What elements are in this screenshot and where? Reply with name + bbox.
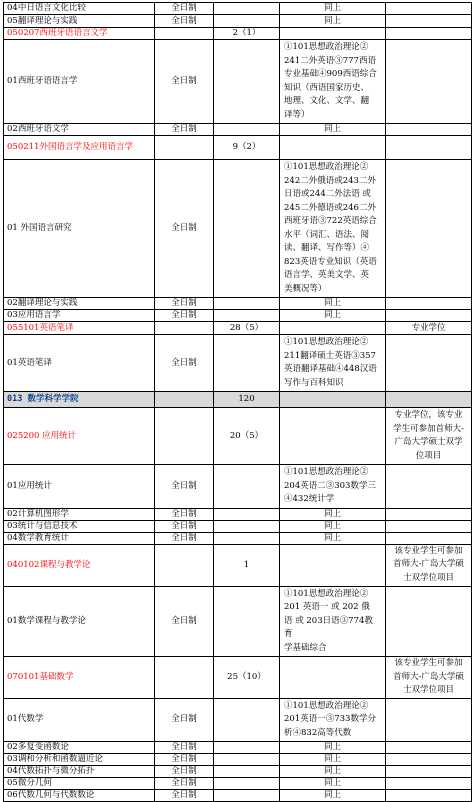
study-mode-cell: 全日制 bbox=[155, 298, 214, 310]
enrollment-count-cell bbox=[214, 586, 280, 657]
program-name-cell: 01西班牙语语言学 bbox=[4, 40, 155, 124]
enrollment-count-cell: 28（5） bbox=[214, 322, 280, 335]
study-mode-cell: 全日制 bbox=[155, 508, 214, 520]
study-mode-cell: 全日制 bbox=[155, 742, 214, 754]
study-mode-cell: 全日制 bbox=[155, 335, 214, 392]
study-mode-cell: 全日制 bbox=[155, 465, 214, 509]
table-row bbox=[4, 742, 472, 754]
program-name-cell: 01英语笔译 bbox=[4, 335, 155, 392]
remarks-cell: 专业学位，该专业 学生可参加首师大- 广岛大学硕士双学 位项目 bbox=[386, 408, 472, 465]
study-mode-cell: 全日制 bbox=[155, 40, 214, 124]
exam-subjects-cell: 同上 bbox=[280, 520, 386, 532]
remarks-cell bbox=[386, 124, 472, 136]
program-name-cell: 02计算机图形学 bbox=[4, 508, 155, 520]
enrollment-count-cell bbox=[214, 520, 280, 532]
exam-subjects-cell: 同上 bbox=[280, 298, 386, 310]
enrollment-count-cell: 9（2） bbox=[214, 136, 280, 160]
remarks-cell bbox=[386, 465, 472, 509]
remarks-cell bbox=[386, 698, 472, 742]
remarks-cell bbox=[386, 742, 472, 754]
remarks-cell bbox=[386, 508, 472, 520]
program-name-cell: 03调和分析和函数逼近论 bbox=[4, 754, 155, 766]
exam-subjects-cell bbox=[280, 544, 386, 586]
enrollment-count-cell: 1 bbox=[214, 544, 280, 586]
major-row bbox=[4, 657, 472, 699]
study-mode-cell: 全日制 bbox=[155, 3, 214, 15]
table-row bbox=[4, 586, 472, 657]
enrollment-count-cell bbox=[214, 3, 280, 15]
table-row bbox=[4, 520, 472, 532]
remarks-cell bbox=[386, 335, 472, 392]
enrollment-count-cell bbox=[214, 160, 280, 298]
enrollment-count-cell bbox=[214, 124, 280, 136]
enrollment-count-cell: 2（1） bbox=[214, 28, 280, 40]
remarks-cell bbox=[386, 298, 472, 310]
enrollment-count-cell bbox=[214, 698, 280, 742]
exam-subjects-cell: 同上 bbox=[280, 778, 386, 790]
major-row bbox=[4, 322, 472, 335]
remarks-cell bbox=[386, 160, 472, 298]
program-name-cell: 01 外国语言研究 bbox=[4, 160, 155, 298]
exam-subjects-cell: ①101思想政治理论② 242二外俄语或243二外 日语或244二外法语 或 245二外德语或246二外 西班牙语③722英语综合 水平（词汇、语法、阅 读、翻译、写作等）④ 823英语专业知识（英语 语言学、英美文学、英 美概况等） bbox=[280, 160, 386, 298]
program-name-cell: 03应用语言学 bbox=[4, 310, 155, 322]
remarks-cell bbox=[386, 3, 472, 15]
table-row bbox=[4, 40, 472, 124]
major-row bbox=[4, 544, 472, 586]
study-mode-cell: 全日制 bbox=[155, 532, 214, 544]
enrollment-count-cell: 20（5） bbox=[214, 408, 280, 465]
study-mode-cell bbox=[155, 322, 214, 335]
major-row bbox=[4, 136, 472, 160]
enrollment-count-cell bbox=[214, 15, 280, 28]
program-name-cell: 050211外国语言学及应用语言学 bbox=[4, 136, 155, 160]
exam-subjects-cell bbox=[280, 322, 386, 335]
program-name-cell: 02西班牙语文学 bbox=[4, 124, 155, 136]
exam-subjects-cell bbox=[280, 28, 386, 40]
study-mode-cell bbox=[155, 392, 214, 408]
exam-subjects-cell bbox=[280, 392, 386, 408]
study-mode-cell: 全日制 bbox=[155, 160, 214, 298]
enrollment-count-cell bbox=[214, 298, 280, 310]
exam-subjects-cell: 同上 bbox=[280, 508, 386, 520]
enrollment-count-cell bbox=[214, 778, 280, 790]
study-mode-cell: 全日制 bbox=[155, 790, 214, 802]
exam-subjects-cell bbox=[280, 136, 386, 160]
table-row bbox=[4, 532, 472, 544]
program-name-cell: 04中日语言文化比较 bbox=[4, 3, 155, 15]
table-row bbox=[4, 160, 472, 298]
enrollment-count-cell bbox=[214, 790, 280, 802]
remarks-cell bbox=[386, 15, 472, 28]
program-name-cell: 013 数学科学学院 bbox=[4, 392, 155, 408]
enrollment-count-cell bbox=[214, 465, 280, 509]
study-mode-cell: 全日制 bbox=[155, 124, 214, 136]
exam-subjects-cell: 同上 bbox=[280, 766, 386, 778]
college-row bbox=[4, 392, 472, 408]
table-row bbox=[4, 15, 472, 28]
exam-subjects-cell bbox=[280, 408, 386, 465]
study-mode-cell bbox=[155, 136, 214, 160]
exam-subjects-cell: ①101思想政治理论② 204英语二③303数学三 ④432统计学 bbox=[280, 465, 386, 509]
program-name-cell: 02翻译理论与实践 bbox=[4, 298, 155, 310]
exam-subjects-cell bbox=[280, 657, 386, 699]
study-mode-cell: 全日制 bbox=[155, 698, 214, 742]
program-name-cell: 04数学教育统计 bbox=[4, 532, 155, 544]
exam-subjects-cell: 同上 bbox=[280, 754, 386, 766]
remarks-cell bbox=[386, 28, 472, 40]
enrollment-count-cell bbox=[214, 742, 280, 754]
remarks-cell bbox=[386, 754, 472, 766]
exam-subjects-cell: 同上 bbox=[280, 742, 386, 754]
program-name-cell: 055101英语笔译 bbox=[4, 322, 155, 335]
remarks-cell bbox=[386, 790, 472, 802]
program-name-cell: 070101基础数学 bbox=[4, 657, 155, 699]
study-mode-cell: 全日制 bbox=[155, 15, 214, 28]
exam-subjects-cell: ①101思想政治理论② 241二外英语③777西语 专业基础④909西语综合 知识（西语国家历史、 地理、文化、文学、翻 译等） bbox=[280, 40, 386, 124]
enrollment-count-cell: 120 bbox=[214, 392, 280, 408]
table-row bbox=[4, 790, 472, 802]
table-row bbox=[4, 766, 472, 778]
remarks-cell: 专业学位 bbox=[386, 322, 472, 335]
table-row bbox=[4, 124, 472, 136]
enrollment-count-cell bbox=[214, 335, 280, 392]
enrollment-count-cell bbox=[214, 40, 280, 124]
table-row bbox=[4, 465, 472, 509]
remarks-cell bbox=[386, 136, 472, 160]
table-row bbox=[4, 310, 472, 322]
exam-subjects-cell: ①101思想政治理论② 211翻译硕士英语③357 英语翻译基础④448汉语 写作与百科知识 bbox=[280, 335, 386, 392]
exam-subjects-cell: 同上 bbox=[280, 15, 386, 28]
table-row bbox=[4, 335, 472, 392]
table-row bbox=[4, 508, 472, 520]
study-mode-cell bbox=[155, 408, 214, 465]
program-name-cell: 025200 应用统计 bbox=[4, 408, 155, 465]
table-row bbox=[4, 698, 472, 742]
exam-subjects-cell: 同上 bbox=[280, 532, 386, 544]
program-name-cell: 05翻译理论与实践 bbox=[4, 15, 155, 28]
exam-subjects-cell: ①101思想政治理论② 201 英语一 或 202 俄 语 或 203日语③774教育 学基础综合 bbox=[280, 586, 386, 657]
program-name-cell: 03统计与信息技术 bbox=[4, 520, 155, 532]
admissions-table bbox=[3, 2, 472, 802]
study-mode-cell bbox=[155, 544, 214, 586]
enrollment-count-cell bbox=[214, 310, 280, 322]
study-mode-cell: 全日制 bbox=[155, 520, 214, 532]
exam-subjects-cell: 同上 bbox=[280, 124, 386, 136]
remarks-cell bbox=[386, 778, 472, 790]
program-name-cell: 02多复变函数论 bbox=[4, 742, 155, 754]
enrollment-count-cell bbox=[214, 508, 280, 520]
program-name-cell: 04代数拓扑与微分拓扑 bbox=[4, 766, 155, 778]
study-mode-cell: 全日制 bbox=[155, 310, 214, 322]
table-row bbox=[4, 778, 472, 790]
remarks-cell bbox=[386, 392, 472, 408]
remarks-cell bbox=[386, 520, 472, 532]
remarks-cell bbox=[386, 310, 472, 322]
exam-subjects-cell: 同上 bbox=[280, 790, 386, 802]
program-name-cell: 05微分几何 bbox=[4, 778, 155, 790]
study-mode-cell: 全日制 bbox=[155, 586, 214, 657]
program-name-cell: 050207西班牙语语言文学 bbox=[4, 28, 155, 40]
exam-subjects-cell: 同上 bbox=[280, 3, 386, 15]
remarks-cell: 该专业学生可参加 首师大-广岛大学硕 士双学位项目 bbox=[386, 657, 472, 699]
enrollment-count-cell: 25（10） bbox=[214, 657, 280, 699]
program-name-cell: 01代数学 bbox=[4, 698, 155, 742]
study-mode-cell bbox=[155, 28, 214, 40]
exam-subjects-cell: 同上 bbox=[280, 310, 386, 322]
exam-subjects-cell: ①101思想政治理论② 201英语一③733数学分 析④832高等代数 bbox=[280, 698, 386, 742]
study-mode-cell bbox=[155, 657, 214, 699]
table-body bbox=[4, 3, 472, 802]
study-mode-cell: 全日制 bbox=[155, 754, 214, 766]
remarks-cell bbox=[386, 766, 472, 778]
study-mode-cell: 全日制 bbox=[155, 766, 214, 778]
enrollment-count-cell bbox=[214, 754, 280, 766]
remarks-cell bbox=[386, 532, 472, 544]
major-row bbox=[4, 408, 472, 465]
remarks-cell bbox=[386, 40, 472, 124]
major-row bbox=[4, 28, 472, 40]
study-mode-cell: 全日制 bbox=[155, 778, 214, 790]
program-name-cell: 06代数几何与代数数论 bbox=[4, 790, 155, 802]
program-name-cell: 01应用统计 bbox=[4, 465, 155, 509]
program-name-cell: 040102课程与教学论 bbox=[4, 544, 155, 586]
remarks-cell bbox=[386, 586, 472, 657]
table-row bbox=[4, 754, 472, 766]
enrollment-count-cell bbox=[214, 766, 280, 778]
enrollment-count-cell bbox=[214, 532, 280, 544]
table-row bbox=[4, 298, 472, 310]
table-row bbox=[4, 3, 472, 15]
program-name-cell: 01数学课程与教学论 bbox=[4, 586, 155, 657]
remarks-cell: 该专业学生可参加 首师大-广岛大学硕 士双学位项目 bbox=[386, 544, 472, 586]
